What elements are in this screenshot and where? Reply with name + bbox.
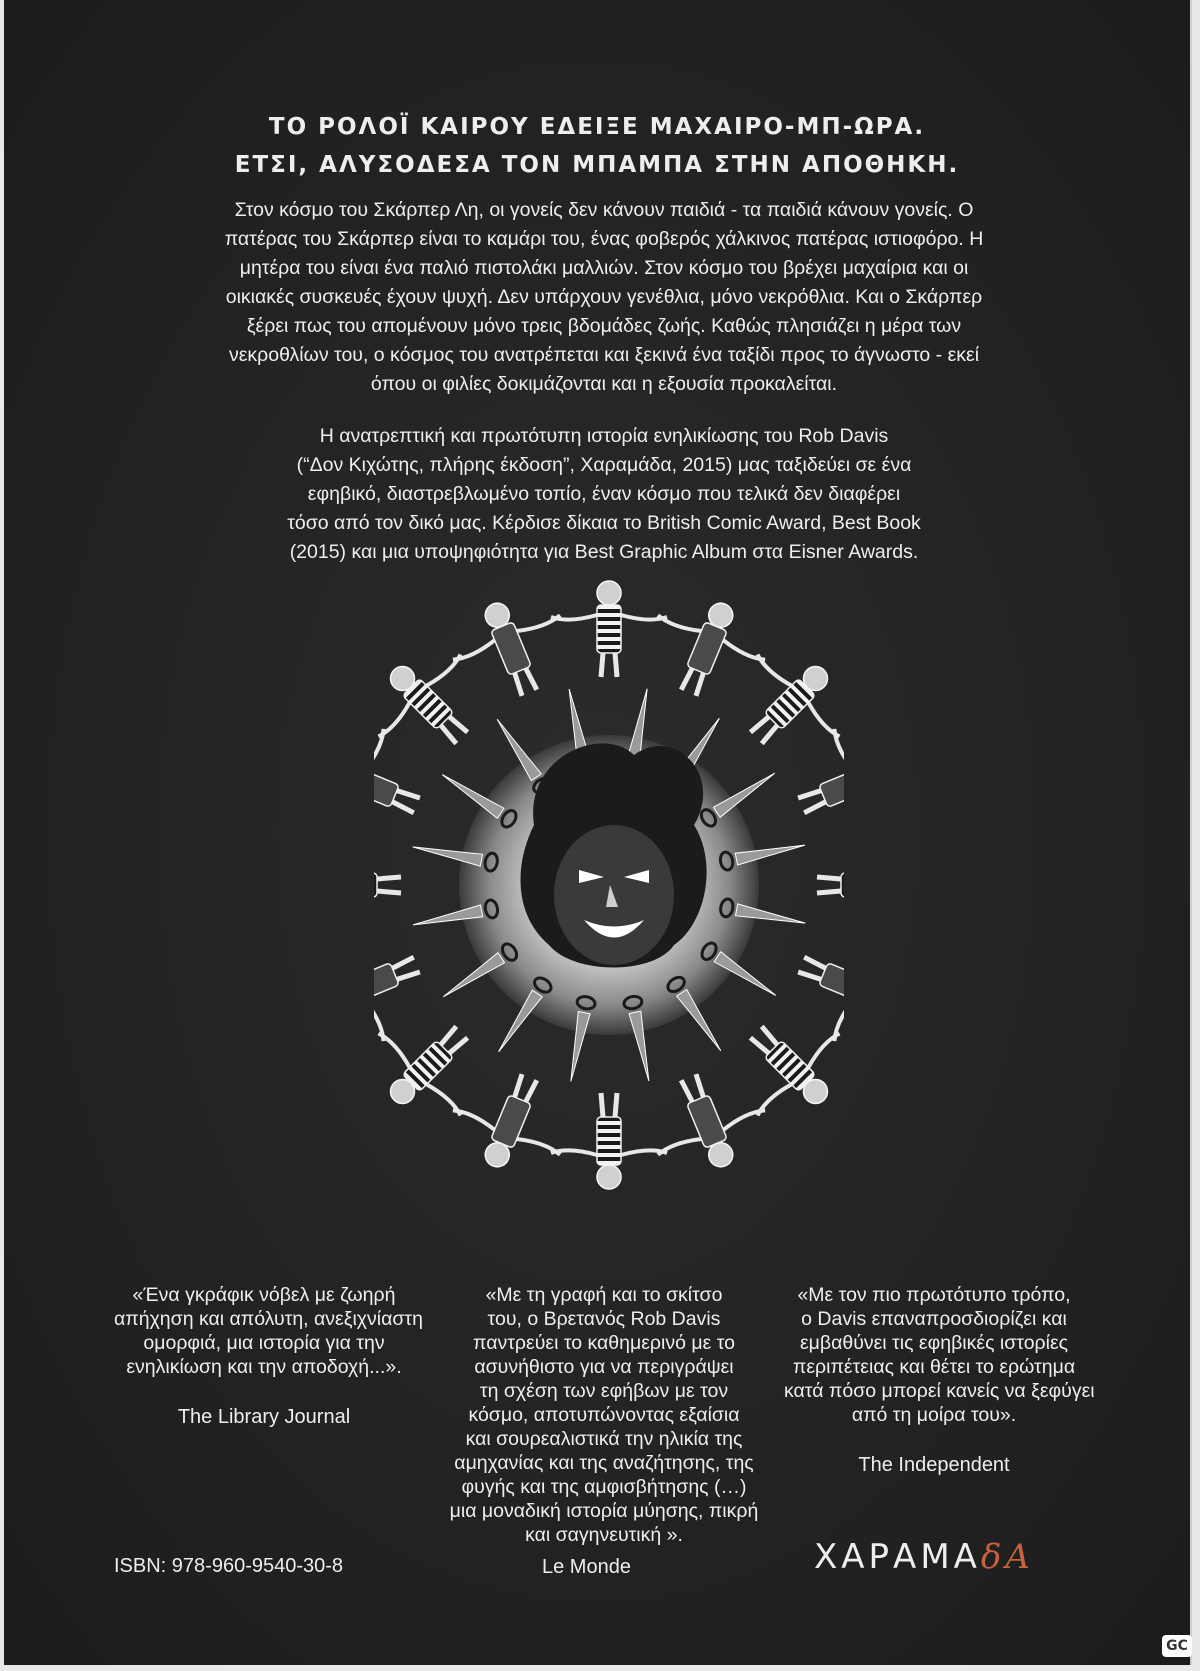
child-figure (374, 827, 401, 943)
child-figure (551, 581, 667, 677)
blurb-paragraph-2 (154, 422, 1054, 567)
quote-source: The Independent (858, 1454, 1010, 1476)
blurb-line: εφηβικό, διαστρεβλωμένο τοπίο, έναν κόσμο που τελικά δεν διαφέρει (307, 483, 901, 505)
child-figure (374, 629, 503, 779)
quote-line: «Με τη γραφή και το σκίτσο (485, 1284, 723, 1306)
quote-line: αμηχανίας και της αναζήτησης, της (454, 1452, 754, 1474)
blurb (154, 196, 1054, 590)
child-figure (779, 715, 844, 859)
headline-line-2: ΕΤΣΙ, ΑΛΥΣΟΔΕΣΑ ΤΟΝ ΜΠΑΜΠΑ ΣΤΗΝ ΑΠΟΘΗΚΗ. (234, 152, 960, 178)
quote-line: και σουρεαλιστικά την ηλικία της (465, 1428, 743, 1450)
blurb-line: νεκροθλίων του, ο κόσμος του ανατρέπεται και ξεκινά ένα ταξίδι προς το άγνωστο - εκεί (228, 344, 980, 366)
quote-line: και σαγηνευτική ». (525, 1524, 683, 1546)
child-figure (779, 911, 844, 1055)
child-figure (374, 991, 503, 1141)
quote-line: μια μοναδική ιστορία μύησης, πικρή (449, 1500, 759, 1522)
quote-line: τη σχέση των εφήβων με τον (479, 1380, 729, 1402)
gc-watermark-badge: GC (1162, 1635, 1192, 1657)
blurb-line: τόσο από τον δικό μας. Κέρδισε δίκαια το British Comic Award, Best Book (287, 512, 921, 534)
child-figure (715, 629, 844, 779)
child-figure (439, 582, 583, 715)
child-figure (551, 1093, 667, 1189)
blurb-line: Στον κόσμο του Σκάρπερ Λη, οι γονείς δεν κάνουν παιδιά - τα παιδιά κάνουν γονείς. Ο (234, 199, 974, 221)
headline-line-1: ΤΟ ΡΟΛΟΪ ΚΑΙΡΟΥ ΕΔΕΙΞΕ ΜΑΧΑΙΡΟ-ΜΠ-ΩΡΑ. (268, 114, 926, 140)
quote-line: του, ο Βρετανός Rob Davis (487, 1308, 721, 1330)
blurb-line: πατέρας του Σκάρπερ είναι το καμάρι του, ένας φοβερός χάλκινος πατέρας ιστιοφόρο. Η (224, 228, 984, 250)
quote-line: «Ένα γκράφικ νόβελ με ζωηρή (132, 1284, 396, 1306)
quote-line: ο Davis επαναπροσδιορίζει και (801, 1308, 1067, 1330)
child-figure (439, 1055, 583, 1188)
grinning-face (520, 743, 706, 967)
child-figure (374, 715, 439, 859)
quote-line: απήχηση και απόλυτη, ανεξιχνίαστη (114, 1308, 423, 1330)
quote-line: κόσμο, αποτυπώνοντας εξαίσια (468, 1404, 740, 1426)
child-figure (715, 991, 844, 1141)
publisher-name-accent: δΑ (980, 1537, 1034, 1577)
blurb-paragraph-1 (154, 196, 1054, 399)
quote-line: ενηλικίωση και την αποδοχή...». (126, 1356, 402, 1378)
quote-line: «Με τον πιο πρωτότυπο τρόπο, (797, 1284, 1071, 1306)
publisher-logo (814, 1537, 1034, 1577)
isbn: ISBN: 978-960-9540-30-8 (114, 1555, 344, 1577)
blurb-line: μητέρα του είναι ένα παλιό πιστολάκι μαλλιών. Στον κόσμο του βρέχει μαχαίρια και οι (239, 257, 969, 279)
quote-line: περιπέτειας και θέτει το ερώτημα (792, 1356, 1076, 1378)
quote-le-monde (444, 1283, 764, 1547)
quote-line: ασυνήθιστο για να περιγράψει (474, 1356, 734, 1378)
quote-line: παντρεύει το καθημερινό με το (473, 1332, 735, 1354)
back-cover (4, 0, 1192, 1665)
quote-source: The Library Journal (177, 1406, 351, 1428)
quote-line: εμβαθύνει τις εφηβικές ιστορίες (799, 1332, 1069, 1354)
blurb-line: οικιακές συσκευές έχουν ψυχή. Δεν υπάρχουν γενέθλια, μόνο νεκρόθλια. Και ο Σκάρπερ (225, 286, 983, 308)
quote-line: φυγής και της αμφισβήτησης (…) (461, 1476, 747, 1498)
quote-line: ομορφιά, μια ιστορία για την (143, 1332, 385, 1354)
publisher-name: ΧΑΡΑΜΑ (814, 1537, 981, 1577)
blurb-line: Η ανατρεπτική και πρωτότυπη ιστορία ενηλικίωσης του Rob Davis (319, 425, 889, 447)
headline (4, 108, 1190, 184)
child-figure (374, 911, 439, 1055)
blurb-line: όπου οι φιλίες δοκιμάζονται και η εξουσία προκαλείται. (370, 373, 838, 395)
cover-illustration (374, 565, 844, 1205)
quote-source-le-monde: Le Monde (542, 1556, 631, 1578)
blurb-line: (“Δον Κιχώτης, πλήρης έκδοση”, Χαραμάδα, 2015) μας ταξιδεύει σε ένα (296, 454, 912, 476)
child-figure (635, 1055, 779, 1188)
blurb-line: ξέρει πως του απομένουν μόνο τρεις βδομάδες ζωής. Καθώς πλησιάζει η μέρα των (246, 315, 962, 337)
quote-line: κατά πόσο μπορεί κανείς να ξεφύγει (784, 1380, 1095, 1402)
child-figure (635, 582, 779, 715)
child-figure (817, 827, 844, 943)
quote-library-journal (114, 1283, 423, 1429)
quote-line: από τη μοίρα του». (851, 1404, 1017, 1426)
blurb-line: (2015) και μια υποψηφιότητα για Best Graphic Album στα Eisner Awards. (289, 541, 919, 563)
quote-independent (784, 1283, 1095, 1477)
